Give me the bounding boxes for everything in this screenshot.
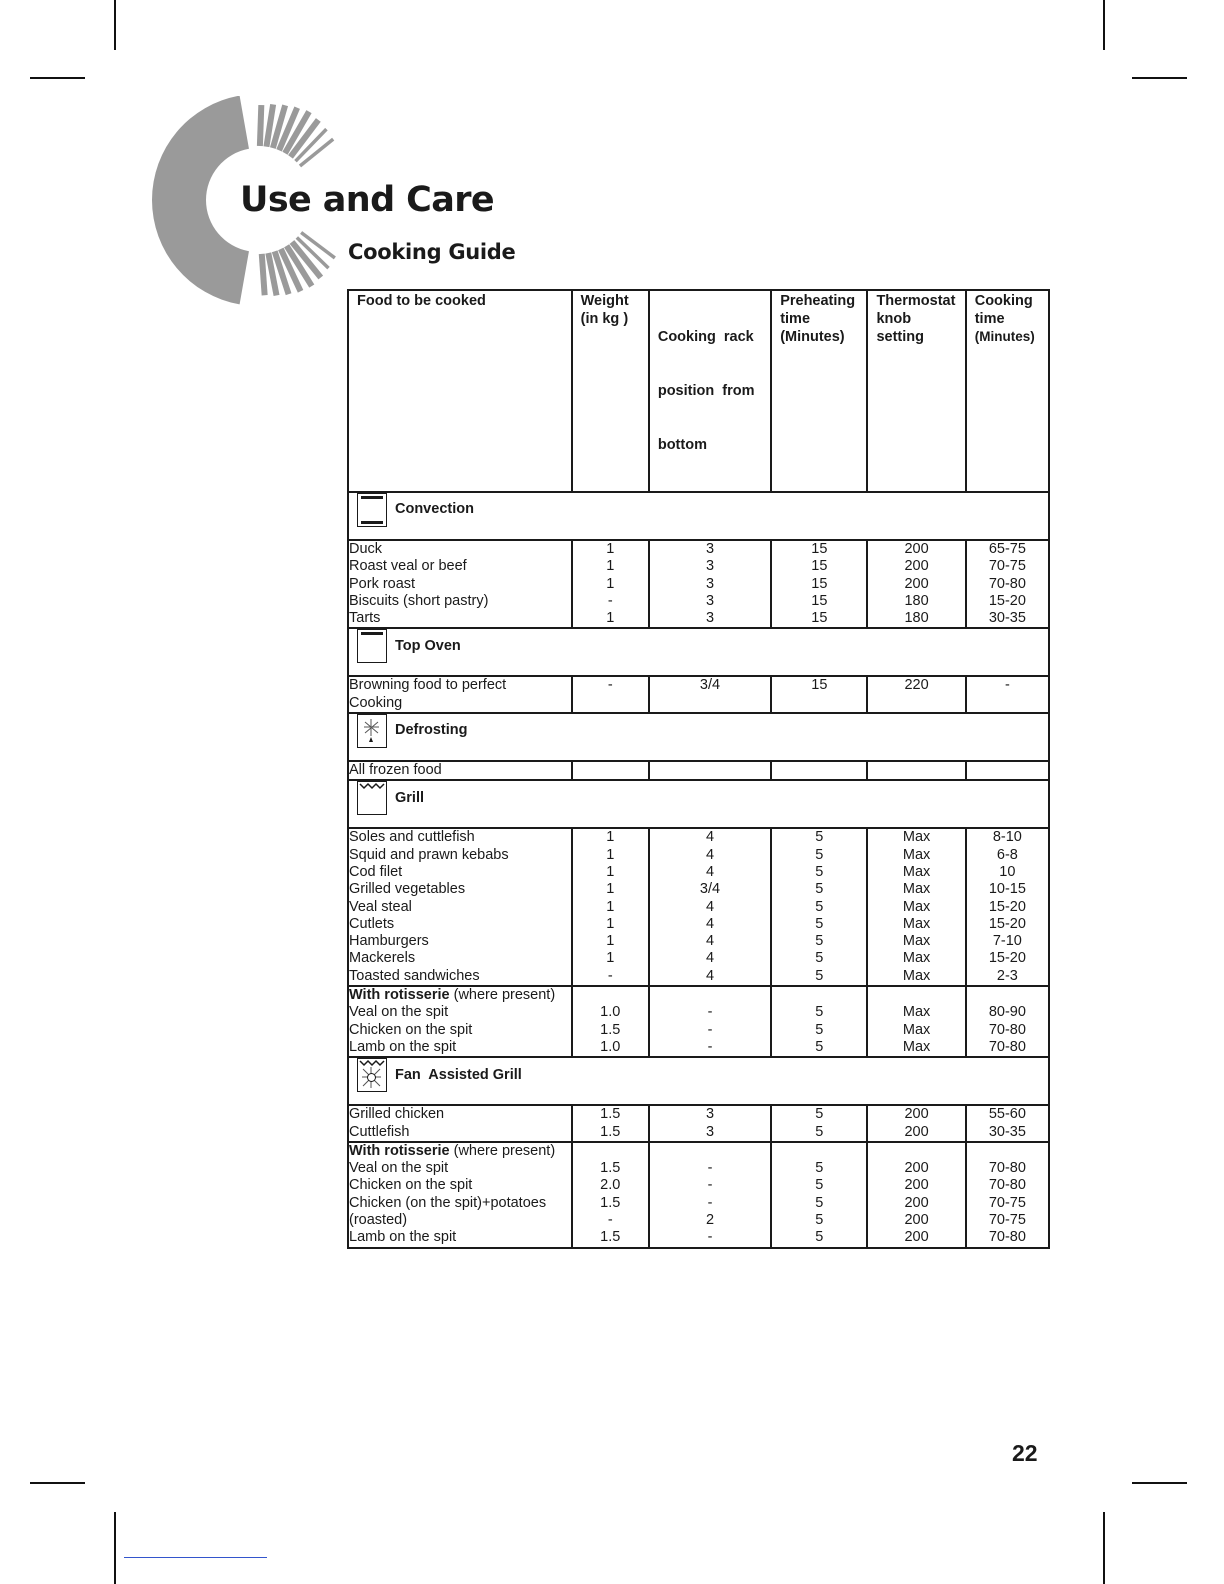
cell-value: - bbox=[607, 592, 613, 609]
header-line: time bbox=[974, 311, 1005, 327]
cell-value: 200 bbox=[904, 1160, 929, 1177]
crop-mark bbox=[1132, 1482, 1187, 1484]
food-name: All frozen food bbox=[349, 762, 442, 779]
food-cell bbox=[348, 676, 572, 713]
cell-value: 5 bbox=[815, 1123, 824, 1140]
food-name: Hamburgers bbox=[349, 933, 429, 950]
cell-value: 4 bbox=[705, 898, 715, 915]
cell-value: 8-10 bbox=[992, 829, 1022, 846]
cell-value: 3 bbox=[705, 541, 715, 557]
food-name: Tarts bbox=[349, 610, 381, 627]
header-line: Weight bbox=[580, 293, 629, 309]
value-cell bbox=[966, 761, 1049, 780]
value-cell bbox=[572, 828, 649, 986]
food-name: Biscuits (short pastry) bbox=[349, 592, 489, 609]
food-name: Chicken on the spit bbox=[349, 1021, 473, 1038]
header-line: (in kg ) bbox=[580, 311, 629, 327]
header-line: knob bbox=[876, 311, 912, 327]
fan-grill-icon bbox=[357, 1058, 387, 1092]
spacer bbox=[868, 987, 964, 1004]
cell-value: 6-8 bbox=[996, 846, 1018, 863]
cell-value bbox=[573, 762, 648, 779]
group-heading-bold: With rotisserie bbox=[349, 987, 450, 1004]
section-header-cell bbox=[348, 492, 1049, 540]
cell-value: 10 bbox=[999, 863, 1016, 880]
value-cell bbox=[572, 1142, 649, 1248]
cell-value: 5 bbox=[815, 1229, 824, 1246]
crop-mark bbox=[114, 1512, 116, 1584]
header-line: Preheating bbox=[780, 293, 856, 309]
section-label: Defrosting bbox=[395, 722, 468, 739]
cell-value: 70-80 bbox=[988, 575, 1026, 592]
cell-value: 1.0 bbox=[600, 1004, 621, 1021]
cell-value: 70-75 bbox=[988, 1194, 1026, 1211]
food-cell bbox=[348, 1105, 572, 1142]
cell-value: - bbox=[707, 1160, 713, 1177]
cell-value: 3 bbox=[705, 558, 715, 575]
cell-value: 30-35 bbox=[988, 610, 1026, 627]
header-cooking-time bbox=[966, 290, 1049, 492]
section-header-row bbox=[348, 1057, 1049, 1105]
section-header-row bbox=[348, 628, 1049, 676]
cell-value bbox=[967, 762, 1048, 779]
cell-value bbox=[650, 695, 770, 712]
cell-value: 1 bbox=[606, 915, 615, 932]
cell-value: 180 bbox=[904, 592, 929, 609]
food-name: Mackerels bbox=[349, 950, 416, 967]
food-name: Squid and prawn kebabs bbox=[349, 846, 509, 863]
cell-value bbox=[868, 695, 964, 712]
value-cell bbox=[771, 986, 867, 1057]
footer-link-line bbox=[124, 1557, 267, 1558]
group-heading bbox=[349, 1143, 571, 1160]
header-line: (Minutes) bbox=[780, 329, 845, 345]
cell-value: 30-35 bbox=[988, 1123, 1026, 1140]
cell-value: 5 bbox=[815, 1194, 824, 1211]
cell-value: 1 bbox=[606, 898, 615, 915]
section-header-cell bbox=[348, 713, 1049, 761]
group-heading-note: (where present) bbox=[449, 987, 556, 1004]
cell-value: 70-80 bbox=[988, 1038, 1026, 1055]
cell-value: 1.5 bbox=[600, 1194, 621, 1211]
table-row-group bbox=[348, 676, 1049, 713]
cell-value: 3 bbox=[705, 592, 715, 609]
cell-value: 15 bbox=[811, 558, 828, 575]
food-name: Veal on the spit bbox=[349, 1160, 449, 1177]
cell-value bbox=[573, 695, 648, 712]
logo-ray bbox=[260, 105, 261, 146]
crop-mark bbox=[114, 0, 116, 50]
cell-value: 1 bbox=[606, 575, 615, 592]
food-name: Cooking bbox=[349, 694, 403, 711]
value-cell bbox=[572, 986, 649, 1057]
cell-value: 1.5 bbox=[600, 1106, 621, 1123]
header-food-label: Food to be cooked bbox=[357, 293, 486, 309]
cell-value: 3 bbox=[705, 575, 715, 592]
cell-value: 220 bbox=[904, 677, 929, 694]
cell-value: 1 bbox=[606, 863, 615, 880]
cell-value: 200 bbox=[904, 1123, 929, 1140]
value-cell bbox=[867, 761, 965, 780]
cell-value: 180 bbox=[904, 610, 929, 627]
value-cell bbox=[649, 828, 771, 986]
cell-value: 200 bbox=[904, 1229, 929, 1246]
value-cell bbox=[771, 828, 867, 986]
cell-value: 1 bbox=[606, 846, 615, 863]
section-header bbox=[349, 781, 1048, 815]
food-name: Lamb on the spit bbox=[349, 1038, 457, 1055]
food-name: Grilled vegetables bbox=[349, 881, 466, 898]
value-cell bbox=[966, 828, 1049, 986]
cell-value: Max bbox=[902, 1038, 931, 1055]
cell-value: 200 bbox=[904, 541, 929, 557]
cell-value bbox=[772, 695, 866, 712]
cell-value: 70-80 bbox=[988, 1021, 1026, 1038]
cell-value: 70-80 bbox=[988, 1229, 1026, 1246]
value-cell bbox=[966, 1105, 1049, 1142]
section-header-row bbox=[348, 713, 1049, 761]
cell-value bbox=[772, 762, 866, 779]
header-line: position from bbox=[657, 383, 755, 399]
section-subtitle: Cooking Guide bbox=[348, 240, 516, 264]
spacer bbox=[772, 1143, 866, 1160]
food-name: Cod filet bbox=[349, 863, 403, 880]
cooking-guide-table bbox=[347, 289, 1050, 1249]
cell-value: 4 bbox=[705, 846, 715, 863]
logo-ray bbox=[262, 254, 265, 295]
cell-value: 5 bbox=[815, 1160, 824, 1177]
cell-value: Max bbox=[902, 829, 931, 846]
cell-value: 5 bbox=[815, 1212, 824, 1229]
cell-value: - bbox=[707, 1004, 713, 1021]
food-name: Chicken (on the spit)+potatoes bbox=[349, 1194, 547, 1211]
food-name: Duck bbox=[349, 541, 383, 557]
cell-value: 1 bbox=[606, 829, 615, 846]
cell-value: Max bbox=[902, 933, 931, 950]
cell-value: 5 bbox=[815, 1038, 824, 1055]
cell-value: 70-75 bbox=[988, 558, 1026, 575]
cell-value: Max bbox=[902, 846, 931, 863]
cell-value: 5 bbox=[815, 863, 824, 880]
cell-value: 5 bbox=[815, 1106, 824, 1123]
cell-value: 5 bbox=[815, 846, 824, 863]
section-label: Grill bbox=[395, 789, 425, 806]
value-cell bbox=[867, 540, 965, 628]
cell-value: 15-20 bbox=[988, 915, 1026, 932]
cell-value: 55-60 bbox=[988, 1106, 1026, 1123]
food-name: (roasted) bbox=[349, 1212, 408, 1229]
spacer bbox=[868, 1143, 964, 1160]
crop-mark bbox=[30, 1482, 85, 1484]
food-name: Veal steal bbox=[349, 898, 412, 915]
cell-value: - bbox=[707, 1038, 713, 1055]
cell-value: 1.5 bbox=[600, 1021, 621, 1038]
cell-value: 4 bbox=[705, 950, 715, 967]
group-heading bbox=[349, 987, 571, 1004]
cell-value: 15-20 bbox=[988, 950, 1026, 967]
cell-value bbox=[650, 762, 770, 779]
cell-value: 200 bbox=[904, 575, 929, 592]
food-name: Roast veal or beef bbox=[349, 558, 467, 575]
group-heading-bold: With rotisserie bbox=[349, 1142, 450, 1159]
food-cell bbox=[348, 540, 572, 628]
cell-value: 65-75 bbox=[988, 541, 1026, 557]
cell-value: Max bbox=[902, 967, 931, 984]
value-cell bbox=[572, 676, 649, 713]
table-row-group bbox=[348, 761, 1049, 780]
section-header bbox=[349, 629, 1048, 663]
cell-value: 1.0 bbox=[600, 1038, 621, 1055]
cell-value: - bbox=[607, 1212, 613, 1229]
value-cell bbox=[867, 986, 965, 1057]
cell-value: 5 bbox=[815, 915, 824, 932]
cell-value: 4 bbox=[705, 967, 715, 984]
cell-value: 15-20 bbox=[988, 592, 1026, 609]
cell-value: 2-3 bbox=[996, 967, 1018, 984]
crop-mark bbox=[1103, 1512, 1105, 1584]
cell-value bbox=[868, 762, 964, 779]
cell-value: 15 bbox=[811, 575, 828, 592]
header-preheat bbox=[771, 290, 867, 492]
crop-mark bbox=[30, 77, 85, 79]
cell-value: 200 bbox=[904, 1212, 929, 1229]
cell-value bbox=[967, 695, 1048, 712]
cell-value: 10-15 bbox=[988, 881, 1026, 898]
cell-value: 3 bbox=[705, 610, 715, 627]
cell-value: 15 bbox=[811, 592, 828, 609]
cell-value: 4 bbox=[705, 915, 715, 932]
page-number: 22 bbox=[1012, 1440, 1038, 1466]
cell-value: Max bbox=[902, 863, 931, 880]
cell-value: 15 bbox=[811, 541, 828, 557]
cell-value: 70-75 bbox=[988, 1212, 1026, 1229]
header-line: Cooking bbox=[974, 293, 1033, 309]
value-cell bbox=[966, 676, 1049, 713]
section-header-cell bbox=[348, 628, 1049, 676]
cell-value: - bbox=[707, 1229, 713, 1246]
value-cell bbox=[649, 1142, 771, 1248]
top-oven-icon bbox=[357, 629, 387, 663]
food-name: Toasted sandwiches bbox=[349, 967, 480, 984]
spacer bbox=[772, 987, 866, 1004]
grill-icon bbox=[357, 781, 387, 815]
cell-value: 1 bbox=[606, 881, 615, 898]
crop-mark bbox=[1132, 77, 1187, 79]
cell-value: 3 bbox=[705, 1106, 715, 1123]
cell-value: 1 bbox=[606, 950, 615, 967]
spacer bbox=[650, 987, 770, 1004]
cell-value: 3/4 bbox=[699, 677, 721, 694]
section-header-row bbox=[348, 492, 1049, 540]
cell-value: 70-80 bbox=[988, 1160, 1026, 1177]
cell-value: 200 bbox=[904, 558, 929, 575]
cell-value: 1.5 bbox=[600, 1160, 621, 1177]
section-header bbox=[349, 714, 1048, 748]
table-row-group bbox=[348, 1142, 1049, 1248]
cell-value: Max bbox=[902, 950, 931, 967]
cell-value: 1.5 bbox=[600, 1123, 621, 1140]
cell-value: 5 bbox=[815, 967, 824, 984]
food-cell bbox=[348, 986, 572, 1057]
value-cell bbox=[867, 1142, 965, 1248]
section-label: Fan Assisted Grill bbox=[395, 1066, 522, 1083]
cell-value: 200 bbox=[904, 1177, 929, 1194]
cell-value: 70-80 bbox=[988, 1177, 1026, 1194]
value-cell bbox=[572, 540, 649, 628]
cell-value: - bbox=[707, 1021, 713, 1038]
food-name: Lamb on the spit bbox=[349, 1229, 457, 1246]
value-cell bbox=[572, 1105, 649, 1142]
header-line: time bbox=[780, 311, 811, 327]
cell-value: 5 bbox=[815, 933, 824, 950]
page-title: Use and Care bbox=[240, 180, 495, 220]
cell-value: 5 bbox=[815, 1177, 824, 1194]
cell-value: 5 bbox=[815, 829, 824, 846]
value-cell bbox=[771, 540, 867, 628]
defrost-icon bbox=[357, 714, 387, 748]
cell-value: 5 bbox=[815, 950, 824, 967]
table-row-group bbox=[348, 828, 1049, 986]
value-cell bbox=[867, 828, 965, 986]
table-row-group bbox=[348, 1105, 1049, 1142]
cell-value: Max bbox=[902, 881, 931, 898]
value-cell bbox=[771, 1142, 867, 1248]
spacer bbox=[967, 1143, 1048, 1160]
cell-value: 5 bbox=[815, 1021, 824, 1038]
header-weight bbox=[572, 290, 649, 492]
group-heading-note: (where present) bbox=[449, 1142, 556, 1159]
cell-value: 4 bbox=[705, 933, 715, 950]
section-label: Top Oven bbox=[395, 637, 461, 654]
value-cell bbox=[966, 1142, 1049, 1248]
spacer bbox=[573, 1143, 648, 1160]
value-cell bbox=[867, 676, 965, 713]
header-rack bbox=[649, 290, 771, 492]
value-cell bbox=[771, 1105, 867, 1142]
cell-value: 4 bbox=[705, 863, 715, 880]
value-cell bbox=[649, 540, 771, 628]
cell-value: Max bbox=[902, 1021, 931, 1038]
cell-value: Max bbox=[902, 898, 931, 915]
value-cell bbox=[771, 676, 867, 713]
cell-value: - bbox=[707, 1194, 713, 1211]
crop-mark bbox=[1103, 0, 1105, 50]
food-name: Grilled chicken bbox=[349, 1106, 445, 1123]
cell-value: 5 bbox=[815, 898, 824, 915]
section-header-cell bbox=[348, 1057, 1049, 1105]
value-cell bbox=[572, 761, 649, 780]
food-name: Chicken on the spit bbox=[349, 1177, 473, 1194]
food-cell bbox=[348, 828, 572, 986]
cell-value: - bbox=[707, 1177, 713, 1194]
value-cell bbox=[649, 761, 771, 780]
cell-value: 200 bbox=[904, 1194, 929, 1211]
table-header-row bbox=[348, 290, 1049, 492]
cell-value: Max bbox=[902, 1004, 931, 1021]
cell-value: - bbox=[1004, 677, 1010, 694]
food-name: Browning food to perfect bbox=[349, 677, 507, 694]
cell-value: 80-90 bbox=[988, 1004, 1026, 1021]
cell-value: 3/4 bbox=[699, 881, 721, 898]
spacer bbox=[650, 1143, 770, 1160]
cell-value: 5 bbox=[815, 881, 824, 898]
header-line: Cooking rack bbox=[657, 329, 754, 345]
cell-value: 200 bbox=[904, 1106, 929, 1123]
cell-value: 15-20 bbox=[988, 898, 1026, 915]
food-name: Cutlets bbox=[349, 915, 395, 932]
cell-value: 15 bbox=[811, 610, 828, 627]
cell-value: - bbox=[607, 677, 613, 694]
header-thermostat bbox=[867, 290, 965, 492]
cell-value: 1 bbox=[606, 933, 615, 950]
header-line: setting bbox=[876, 329, 924, 345]
spacer bbox=[573, 987, 648, 1004]
header-food bbox=[348, 290, 572, 492]
food-name: Soles and cuttlefish bbox=[349, 829, 475, 846]
value-cell bbox=[966, 540, 1049, 628]
section-header bbox=[349, 493, 1048, 527]
cell-value: 5 bbox=[815, 1004, 824, 1021]
cell-value: - bbox=[607, 967, 613, 984]
cell-value: 2 bbox=[705, 1212, 715, 1229]
cell-value: 4 bbox=[705, 829, 715, 846]
spacer bbox=[967, 987, 1048, 1004]
section-header-row bbox=[348, 780, 1049, 828]
logo-arc bbox=[152, 96, 249, 304]
cell-value: 1 bbox=[606, 610, 615, 627]
section-label: Convection bbox=[395, 501, 474, 518]
value-cell bbox=[867, 1105, 965, 1142]
value-cell bbox=[649, 986, 771, 1057]
header-line: (Minutes) bbox=[974, 329, 1035, 344]
value-cell bbox=[771, 761, 867, 780]
food-name: Cuttlefish bbox=[349, 1123, 410, 1140]
header-line: bottom bbox=[657, 437, 707, 453]
value-cell bbox=[966, 986, 1049, 1057]
value-cell bbox=[649, 676, 771, 713]
convection-icon bbox=[357, 493, 387, 527]
cell-value: 1.5 bbox=[600, 1229, 621, 1246]
section-header bbox=[349, 1058, 1048, 1092]
value-cell bbox=[649, 1105, 771, 1142]
table-row-group bbox=[348, 986, 1049, 1057]
table-row-group bbox=[348, 540, 1049, 628]
cell-value: 7-10 bbox=[992, 933, 1022, 950]
cell-value: 15 bbox=[811, 677, 828, 694]
cell-value: 3 bbox=[705, 1123, 715, 1140]
cell-value: 1 bbox=[606, 541, 615, 557]
section-header-cell bbox=[348, 780, 1049, 828]
cell-value: 1 bbox=[606, 558, 615, 575]
food-name: Pork roast bbox=[349, 575, 416, 592]
food-cell bbox=[348, 761, 572, 780]
cell-value: Max bbox=[902, 915, 931, 932]
food-name: Veal on the spit bbox=[349, 1004, 449, 1021]
header-line: Thermostat bbox=[876, 293, 956, 309]
cell-value: 2.0 bbox=[600, 1177, 621, 1194]
food-cell bbox=[348, 1142, 572, 1248]
